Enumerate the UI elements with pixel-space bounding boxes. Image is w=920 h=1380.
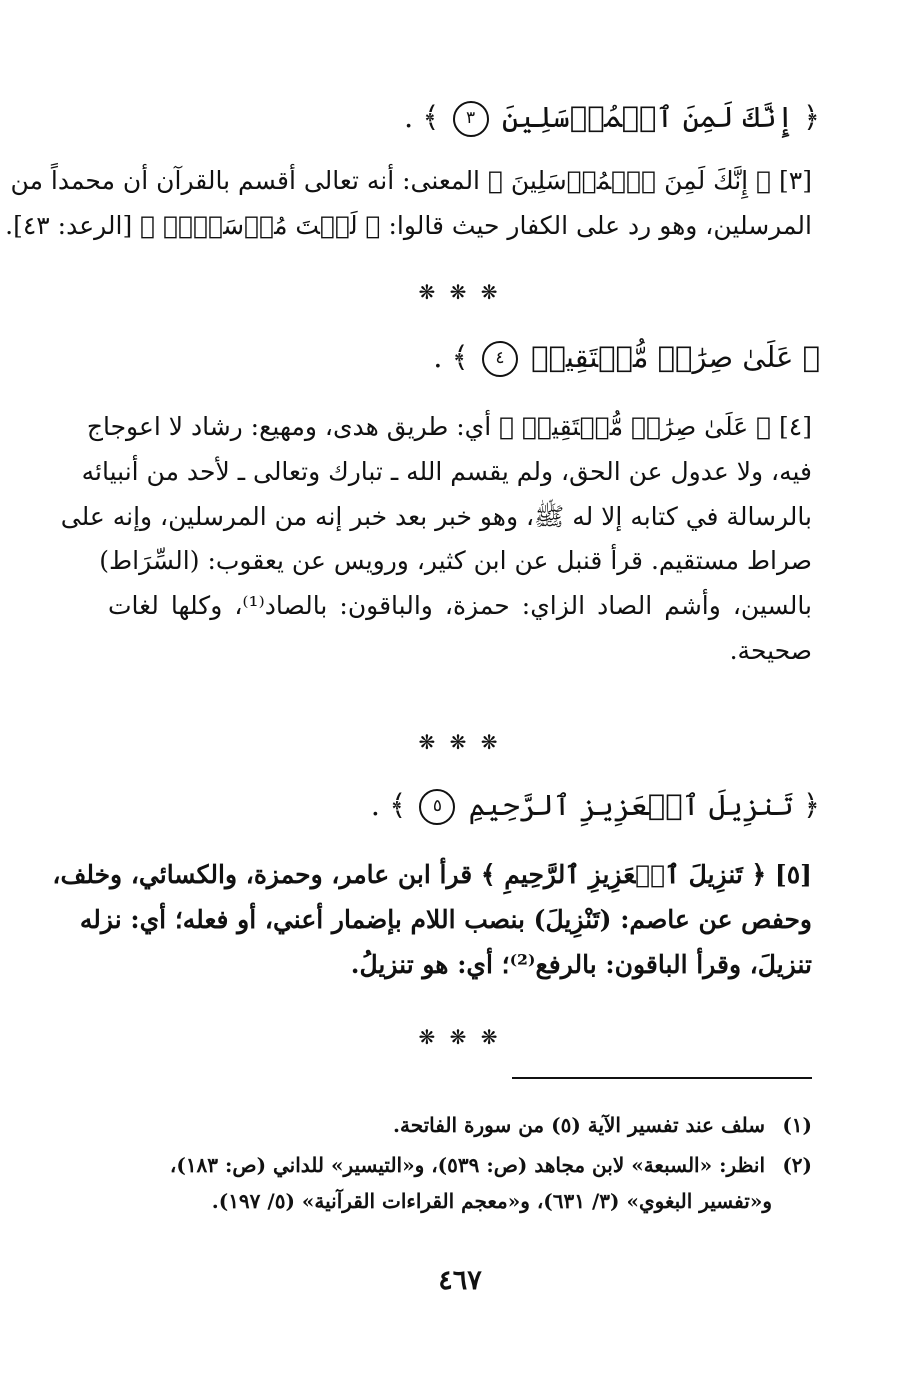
commentary-4-line-4: صراط مستقيم. قرأ قنبل عن ابن كثير، ورويس عن يعقوب: (السِّرَاط) [99, 546, 812, 576]
footnote-1-number: (١) [782, 1113, 812, 1137]
section-separator-2: ❋ ❋ ❋ [418, 730, 502, 754]
verse-5-text: ﴿ تَنزِيلَ ٱلۡعَزِيزِ ٱلرَّحِيمِ [468, 788, 820, 822]
footnote-2-text-line-2: و«تفسير البغوي» (٣/ ٦٣١)، و«معجم القراءات القرآنية» (٥/ ١٩٧). [211, 1189, 772, 1213]
ayah-number-4-marker: ٤ [482, 341, 518, 377]
footnote-2-number: (٢) [782, 1153, 812, 1177]
verse-3-text: ﴿ إِنَّكَ لَمِنَ ٱلۡمُرۡسَلِينَ [501, 100, 820, 134]
commentary-3-line-2: المرسلين، وهو رد على الكفار حيث قالوا: ﴿ لَسۡتَ مُرۡسَلٗاۚ ﴾ [الرعد: ٤٣]. [5, 210, 812, 240]
commentary-5-line-2: وحفص عن عاصم: (تَنْزِيلَ) بنصب اللام بإضمار أعني، أو فعله؛ أي: نزله [79, 904, 812, 934]
footnote-divider [512, 1077, 812, 1079]
commentary-4-line-6: صحيحة. [729, 635, 812, 665]
verse-5-close: ﴾ . [370, 788, 407, 822]
section-separator-1: ❋ ❋ ❋ [418, 280, 502, 304]
commentary-4 [60, 405, 812, 674]
footnote-1-text: سلف عند تفسير الآية (٥) من سورة الفاتحة. [393, 1113, 766, 1137]
commentary-4-line-3: بالرسالة في كتابه إلا له ﷺ، وهو خبر بعد خبر إنه من المرسلين، وإنه على [60, 501, 812, 531]
footnote-2 [108, 1147, 812, 1219]
commentary-4-line-5: بالسين، وأشم الصاد الزاي: حمزة، والباقون: بالصاد⁽¹⁾، وكلها لغات [108, 591, 812, 621]
verse-5 [100, 785, 820, 825]
verse-3-close: ﴾ . [403, 100, 440, 134]
commentary-4-line-1: [٤] ﴿ عَلَىٰ صِرَٰطٖ مُّسۡتَقِيمٖ ﴾ أي: طريق هدى، ومهيع: رشاد لا اعوجاج [86, 412, 812, 441]
footnote-1 [108, 1107, 812, 1143]
commentary-3 [5, 159, 812, 249]
commentary-5-line-3: تنزيلَ، وقرأ الباقون: بالرفع⁽²⁾؛ أي: هو تنزيلُ. [350, 949, 812, 979]
commentary-5 [52, 853, 812, 987]
page-number: ٤٦٧ [438, 1265, 482, 1296]
verse-3 [100, 97, 820, 137]
commentary-3-line-1: [٣] ﴿ إِنَّكَ لَمِنَ ٱلۡمُرۡسَلِينَ ﴾ المعنى: أنه تعالى أقسم بالقرآن أن محمداً من [10, 166, 812, 195]
commentary-4-line-2: فيه، ولا عدول عن الحق، ولم يقسم الله ـ تبارك وتعالى ـ لأحد من أنبيائه [81, 456, 812, 486]
commentary-5-line-1: [٥] ﴿ تَنزِيلَ ٱلۡعَزِيزِ ٱلرَّحِيمِ ﴾ قرأ ابن عامر، وحمزة، والكسائي، وخلف، [52, 860, 812, 889]
verse-4-close: ﴾ . [433, 340, 469, 374]
verse-4-text: ﴿ عَلَىٰ صِرَٰطٖ مُّسۡتَقِيمٖ [531, 340, 820, 374]
ayah-number-3-marker: ٣ [453, 101, 489, 137]
verse-4 [100, 337, 820, 377]
ayah-number-5-marker: ٥ [419, 789, 455, 825]
footnote-2-text-line-1: انظر: «السبعة» لابن مجاهد (ص: ٥٣٩)، و«التيسير» للداني (ص: ١٨٣)، [169, 1153, 766, 1177]
section-separator-3: ❋ ❋ ❋ [418, 1025, 502, 1049]
